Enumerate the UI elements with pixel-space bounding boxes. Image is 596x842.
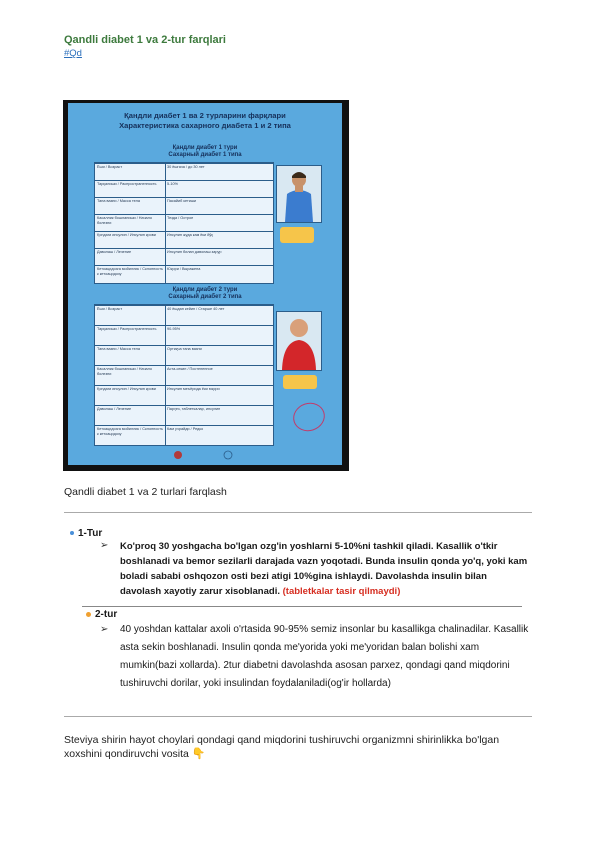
poster-title-uz: Қандли диабет 1 ва 2 турларини фарқлари xyxy=(124,111,286,120)
bullet-dot-icon xyxy=(70,531,74,535)
poster-cell-value: Кам учрайди / Редко xyxy=(167,427,204,431)
type2-heading-uz: Қандли диабет 2 тури xyxy=(172,287,238,293)
poster-cell-label: Тана вазни / Масса тела xyxy=(97,199,140,203)
footer-text: Steviya shirin hayot choylari qondagi qand miqdorini tushiruvchi organizmni shirinlikka bo'lgan xoxshini qondiruvchi vosita 👇 xyxy=(64,734,500,760)
poster-table-row xyxy=(95,345,273,366)
poster-cell-value: Парҳез, таблеткалар, инсулин xyxy=(167,407,221,411)
poster-table-row xyxy=(95,405,273,426)
poster-cell-value: Тезда / Острое xyxy=(167,216,194,220)
poster-image xyxy=(63,100,349,471)
poster-cell-label: Тарқалиши / Распространенность xyxy=(97,182,157,186)
poster-logos xyxy=(168,447,248,457)
older-man-photo xyxy=(276,311,322,371)
poster-table-row xyxy=(95,365,273,386)
poster-cell-label: Касаллик бошланиши / Начало болезни xyxy=(97,367,153,376)
poster-cell-value: 40 ёшдан кейин / Старше 40 лет xyxy=(167,307,225,311)
section2-text: 40 yoshdan kattalar axoli o'rtasida 90-95% semiz insonlar bu kasallikga chalinadilar. Kasallik asta sekin boshlanadi. Insulin qonda me'yorida yoki me'yoridan balan bolishi xam mumkin(bazi xollarda). 2tur diabetni davolashda asosan parxez, qondagi qand miqdorini tushiruvchi dorilar, yoki insulindan foydalaniladi(og'ir hollarda) xyxy=(120,624,529,689)
young-man-photo xyxy=(276,165,322,223)
poster-cell-label: Тарқалиши / Распространенность xyxy=(97,327,157,331)
poster-cell-label: Қондаги инсулин / Инсулин крови xyxy=(97,387,156,391)
arrow-bullet-icon: ➢ xyxy=(100,540,109,551)
poster-cell-label: Тана вазни / Масса тела xyxy=(97,347,140,351)
hashtag-link[interactable]: #Qd xyxy=(64,48,82,59)
poster-table-row xyxy=(95,305,273,326)
poster-cell-label: Даволаш / Лечение xyxy=(97,407,132,411)
poster-cell-label: Касаллик бошланиши / Начало болезни xyxy=(97,216,153,225)
poster-cell-label: Ёши / Возраст xyxy=(97,307,123,311)
sticker-note-2 xyxy=(283,375,317,389)
poster-cell-value: Инсулин билан даволаш зарур xyxy=(167,250,222,254)
image-caption: Qandli diabet 1 va 2 turlari farqlash xyxy=(64,486,227,498)
poster-table-row xyxy=(95,231,273,249)
poster-table-row xyxy=(95,248,273,266)
type2-table xyxy=(94,304,274,446)
section1-text: Ko'proq 30 yoshgacha bo'lgan ozg'in yoshlarni 5-10%ni tashkil qiladi. Kasallik o'tkir boshlanadi va bemor sezilarli darajada vazn yoqotadi. Bunda insulin qonda yo'q, yoki kam boladi sababi oshqozon osti bezi atigi 10%gina ishlaydi. Davolashda insulin bilan davolash xayotiy zarur xisoblanadi. (tabletkalar tasir qilmaydi) xyxy=(120,541,528,597)
poster-cell-value: Ортиқча тана вазни xyxy=(167,347,202,351)
poster-cell-value: 30 ёшгача / до 30 лет xyxy=(167,165,205,169)
sticker-note-1 xyxy=(280,227,314,243)
stamp-seal xyxy=(289,399,328,436)
diabetes-poster xyxy=(68,103,342,465)
arrow-bullet-icon: ➢ xyxy=(100,624,109,635)
poster-cell-label: Кетоацидозга мойиллик / Склонность к кетоацидозу xyxy=(97,267,163,276)
page-title: Qandli diabet 1 va 2-tur farqlari xyxy=(64,34,226,46)
poster-table-row xyxy=(95,180,273,198)
type1-heading-ru: Сахарный диабет 1 типа xyxy=(168,152,242,158)
pointing-down-icon: 👇 xyxy=(191,748,206,760)
section1-heading: 1-Tur xyxy=(70,528,102,539)
poster-table-row xyxy=(95,197,273,215)
type2-heading-ru: Сахарный диабет 2 типа xyxy=(168,294,242,300)
poster-cell-value: Пасайиб кетиши xyxy=(167,199,197,203)
poster-cell-value: 90-95% xyxy=(167,327,181,331)
type1-table xyxy=(94,162,274,284)
divider-1 xyxy=(64,512,532,513)
divider-3 xyxy=(64,716,532,717)
poster-table-row xyxy=(95,325,273,346)
poster-cell-label: Даволаш / Лечение xyxy=(97,250,132,254)
poster-cell-value: Юқори / Выражена xyxy=(167,267,201,271)
poster-table-row xyxy=(95,163,273,181)
poster-table-row xyxy=(95,425,273,446)
poster-table-row xyxy=(95,214,273,232)
section1-highlight: (tabletkalar tasir qilmaydi) xyxy=(282,586,401,597)
poster-cell-label: Кетоацидозга мойиллик / Склонность к кетоацидозу xyxy=(97,427,163,436)
poster-cell-value: 5-10% xyxy=(167,182,178,186)
poster-table-row xyxy=(95,385,273,406)
poster-cell-label: Ёши / Возраст xyxy=(97,165,123,169)
poster-title-ru: Характеристика сахарного диабета 1 и 2 типа xyxy=(119,121,291,130)
bullet-dot-icon xyxy=(86,612,91,617)
poster-cell-label: Қондаги инсулин / Инсулин крови xyxy=(97,233,156,237)
poster-cell-value: Аста-секин / Постепенное xyxy=(167,367,213,371)
poster-cell-value: Инсулин меъёрида ёки юқори xyxy=(167,387,220,391)
poster-table-row xyxy=(95,265,273,283)
type1-heading-uz: Қандли диабет 1 тури xyxy=(172,145,238,151)
divider-2 xyxy=(82,606,522,607)
section2-heading: 2-tur xyxy=(86,609,117,620)
poster-cell-value: Инсулин жуда кам ёки йўқ xyxy=(167,233,213,237)
